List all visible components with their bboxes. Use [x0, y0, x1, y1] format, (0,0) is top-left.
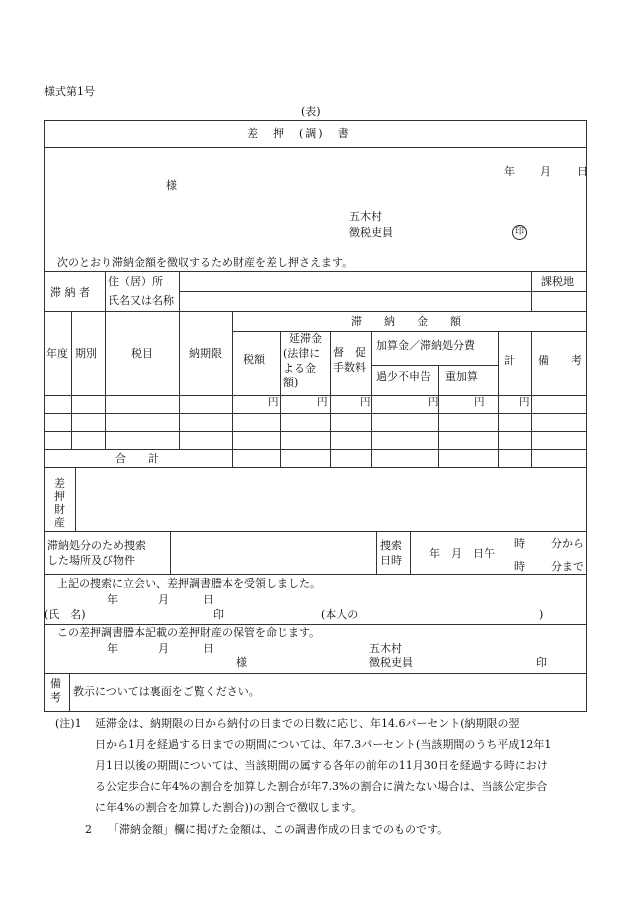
- note-1-line-3: 月1日以後の期間については、当該期間の属する各年の前年の11月30日を経過する時におけ: [95, 759, 548, 772]
- note-1-line-2: 日から1月を経過する日までの期間については、年7.3パーセント(当該期間のうち平成12年1: [95, 738, 552, 751]
- col-amount-group: 滞 納 金 額: [351, 315, 461, 328]
- yen-tax: 円: [268, 396, 279, 408]
- custody-officer: 徴税吏員: [369, 656, 413, 669]
- col-late-3: よる金: [283, 362, 316, 375]
- col-due: 納期限: [189, 347, 222, 360]
- note-2-text: 「滞納金額」欄に掲げた金額は、この調書作成の日までのものです。: [108, 823, 449, 836]
- yen-fee: 円: [360, 396, 371, 408]
- witness-self-close: ): [539, 608, 544, 621]
- col-period: 期別: [75, 347, 97, 360]
- search-to-hour: 時: [514, 560, 525, 573]
- col-tax: 税額: [243, 353, 265, 366]
- custody-seal: 印: [536, 656, 547, 669]
- seized-label-4: 産: [54, 516, 65, 529]
- seizure-form: [44, 120, 587, 712]
- witness-year: 年: [107, 593, 118, 606]
- search-from-hour: 時: [514, 537, 525, 550]
- yen-heavy: 円: [474, 396, 485, 408]
- seized-label-2: 押: [54, 490, 65, 503]
- date-day: 日: [577, 165, 588, 178]
- witness-self-open: (本人の: [321, 608, 359, 621]
- date-year: 年: [504, 165, 515, 178]
- col-year: 年度: [46, 347, 68, 360]
- note-1-line-5: に年4%の割合を加算した割合))の割合で徴収します。: [95, 801, 363, 814]
- custody-month: 月: [158, 642, 169, 655]
- issuer-officer: 徴税吏員: [349, 226, 393, 239]
- note-2-mark: 2: [85, 823, 92, 836]
- tax-place-label: 課税地: [541, 275, 574, 288]
- search-to-min: 分まで: [551, 560, 584, 573]
- custody-year: 年: [107, 642, 118, 655]
- form-title: 差 押 (調) 書: [247, 127, 351, 140]
- issuer-village: 五木村: [349, 210, 382, 223]
- col-fee-1: 督 促: [333, 346, 366, 359]
- search-from-min: 分から: [551, 537, 584, 550]
- search-place-label-2: した場所及び物件: [47, 554, 135, 567]
- remarks-label-1: 備: [50, 677, 61, 690]
- remarks-label-2: 考: [50, 691, 61, 704]
- col-remarks: 備 考: [538, 354, 582, 367]
- yen-under: 円: [428, 396, 439, 408]
- address-label: 住（居）所: [108, 275, 163, 288]
- witness-name-label: (氏 名): [44, 608, 86, 621]
- witness-text: 上記の捜索に立会い、差押調書謄本を受領しました。: [57, 577, 321, 590]
- witness-day: 日: [203, 593, 214, 606]
- col-late-1: 延滞金: [289, 332, 322, 345]
- addressee-sama: 様: [166, 179, 177, 192]
- custody-sama: 様: [236, 656, 247, 669]
- custody-day: 日: [203, 642, 214, 655]
- custody-text: この差押調書謄本記載の差押財産の保管を命じます。: [57, 626, 321, 639]
- name-label: 氏名又は名称: [108, 294, 174, 307]
- search-time-label-1: 捜索: [380, 539, 402, 552]
- col-heavy: 重加算: [445, 370, 478, 383]
- note-1-mark: (注)1: [55, 717, 82, 730]
- note-1-line-1: 延滞金は、納期限の日から納付の日までの日数に応じ、年14.6パーセント(納期限の翌: [95, 717, 520, 730]
- witness-seal: 印: [213, 608, 224, 621]
- col-addtax-group: 加算金／滞納処分費: [376, 339, 475, 352]
- seized-label-1: 差: [54, 477, 65, 490]
- custody-village: 五木村: [369, 642, 402, 655]
- seized-label-3: 財: [54, 503, 65, 516]
- col-item: 税目: [131, 347, 153, 360]
- col-late-4: 額): [283, 376, 299, 389]
- note-1-line-4: る公定歩合に年4%の割合を加算した割合が年7.3%の割合に満たない場合は、当該公定歩合: [95, 780, 548, 793]
- remarks-text: 教示については裏面をご覧ください。: [73, 685, 260, 698]
- witness-month: 月: [158, 593, 169, 606]
- col-late-2: (法律に: [283, 347, 321, 360]
- col-fee-2: 手数料: [333, 361, 366, 374]
- search-time-label-2: 日時: [380, 554, 402, 567]
- sum-label: 合 計: [115, 452, 159, 465]
- taxpayer-label: 滞 納 者: [50, 286, 90, 299]
- seal-mark: 印: [512, 225, 527, 240]
- col-total: 計: [504, 354, 515, 367]
- intro-text: 次のとおり滞納金額を徴収するため財産を差し押さえます。: [57, 256, 354, 269]
- form-number: 様式第1号: [44, 85, 95, 98]
- yen-late: 円: [317, 396, 328, 408]
- search-date: 年 月 日午: [429, 547, 495, 560]
- col-underreport: 過少不申告: [376, 370, 431, 383]
- yen-total: 円: [519, 396, 530, 408]
- search-place-label-1: 滞納処分のため捜索: [47, 539, 146, 552]
- date-month: 月: [540, 165, 551, 178]
- side-label: (表): [301, 105, 321, 118]
